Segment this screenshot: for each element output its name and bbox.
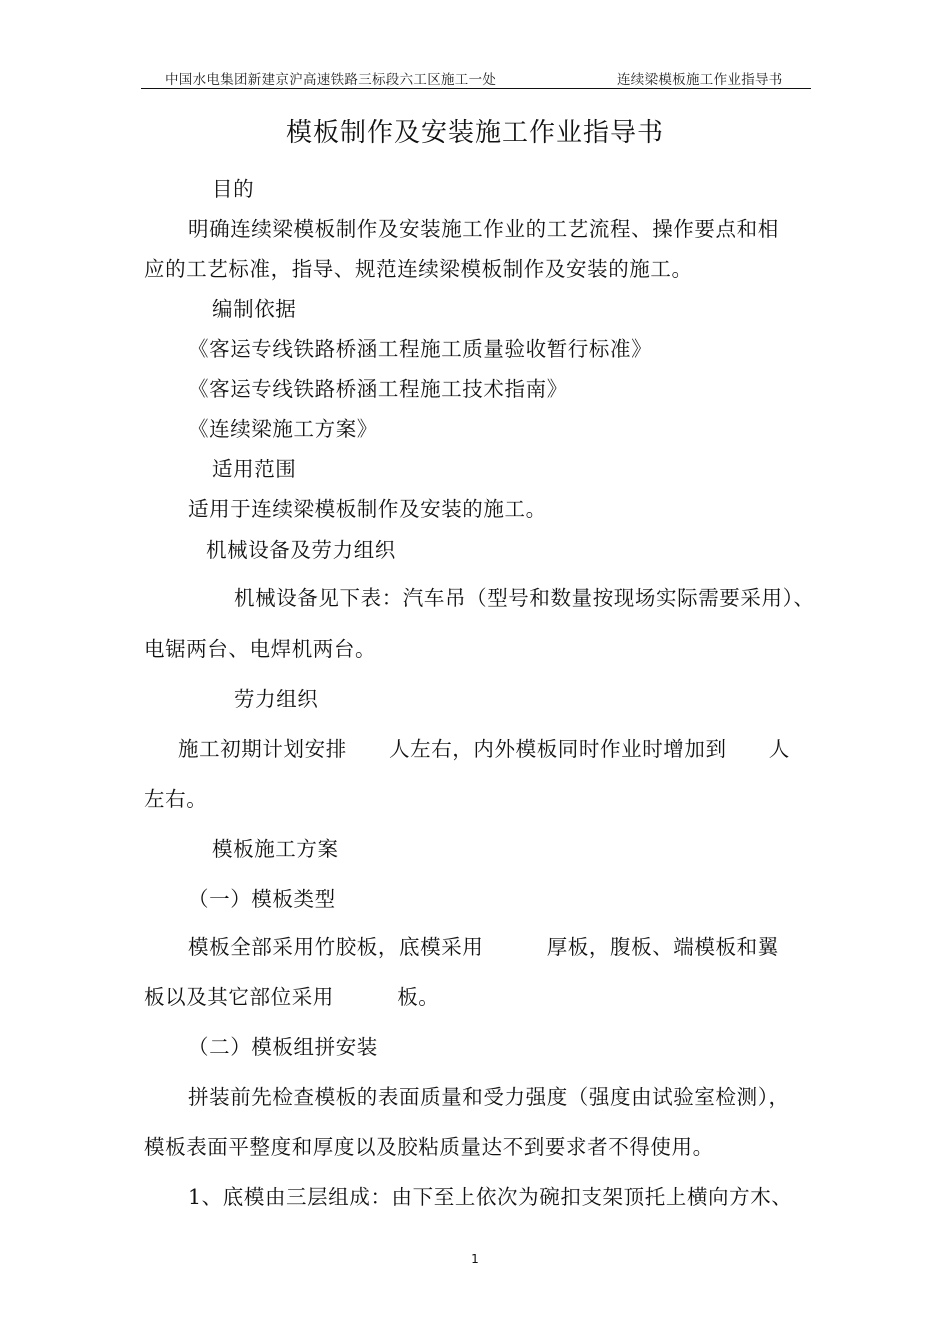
reference-item: 《连续梁施工方案》 — [188, 417, 378, 441]
paragraph-line: 适用于连续梁模板制作及安装的施工。 — [188, 497, 547, 521]
paragraph-line: 应的工艺标准，指导、规范连续梁模板制作及安装的施工。 — [144, 257, 693, 281]
header-right: 连续梁模板施工作业指导书 — [617, 72, 783, 88]
paragraph-line: 模板表面平整度和厚度以及胶粘质量达不到要求者不得使用。 — [144, 1135, 714, 1159]
reference-item: 《客运专线铁路桥涵工程施工技术指南》 — [188, 377, 568, 401]
heading-labor: 劳力组织 — [234, 687, 319, 711]
header-left: 中国水电集团新建京沪高速铁路三标段六工区施工一处 — [165, 72, 497, 88]
paragraph-line: 机械设备见下表：汽车吊（型号和数量按现场实际需要采用）、 — [234, 586, 815, 610]
heading-equipment: 机械设备及劳力组织 — [206, 538, 396, 562]
reference-item: 《客运专线铁路桥涵工程施工质量验收暂行标准》 — [188, 337, 653, 361]
paragraph-line: 电锯两台、电焊机两台。 — [144, 637, 377, 661]
page-number: 1 — [471, 1252, 479, 1266]
paragraph-line: 板以及其它部位采用 板。 — [144, 985, 440, 1009]
heading-scope: 适用范围 — [212, 457, 297, 481]
paragraph-line: 1、底模由三层组成：由下至上依次为碗扣支架顶托上横向方木、 — [188, 1185, 793, 1209]
document-title: 模板制作及安装施工作业指导书 — [285, 118, 664, 148]
heading-formwork-plan: 模板施工方案 — [212, 837, 339, 861]
header-rule — [141, 88, 811, 89]
subheading: （一）模板类型 — [188, 887, 336, 911]
paragraph-line: 左右。 — [144, 787, 208, 811]
heading-basis: 编制依据 — [212, 297, 297, 321]
paragraph-line: 模板全部采用竹胶板，底模采用 厚板，腹板、端模板和翼 — [188, 935, 779, 959]
subheading: （二）模板组拼安装 — [188, 1035, 378, 1059]
paragraph-line: 明确连续梁模板制作及安装施工作业的工艺流程、操作要点和相 — [188, 217, 779, 241]
paragraph-line: 拼装前先检查模板的表面质量和受力强度（强度由试验室检测）， — [188, 1085, 790, 1109]
heading-purpose: 目的 — [212, 177, 255, 201]
paragraph-line: 施工初期计划安排 人左右，内外模板同时作业时增加到 人 — [178, 737, 790, 761]
